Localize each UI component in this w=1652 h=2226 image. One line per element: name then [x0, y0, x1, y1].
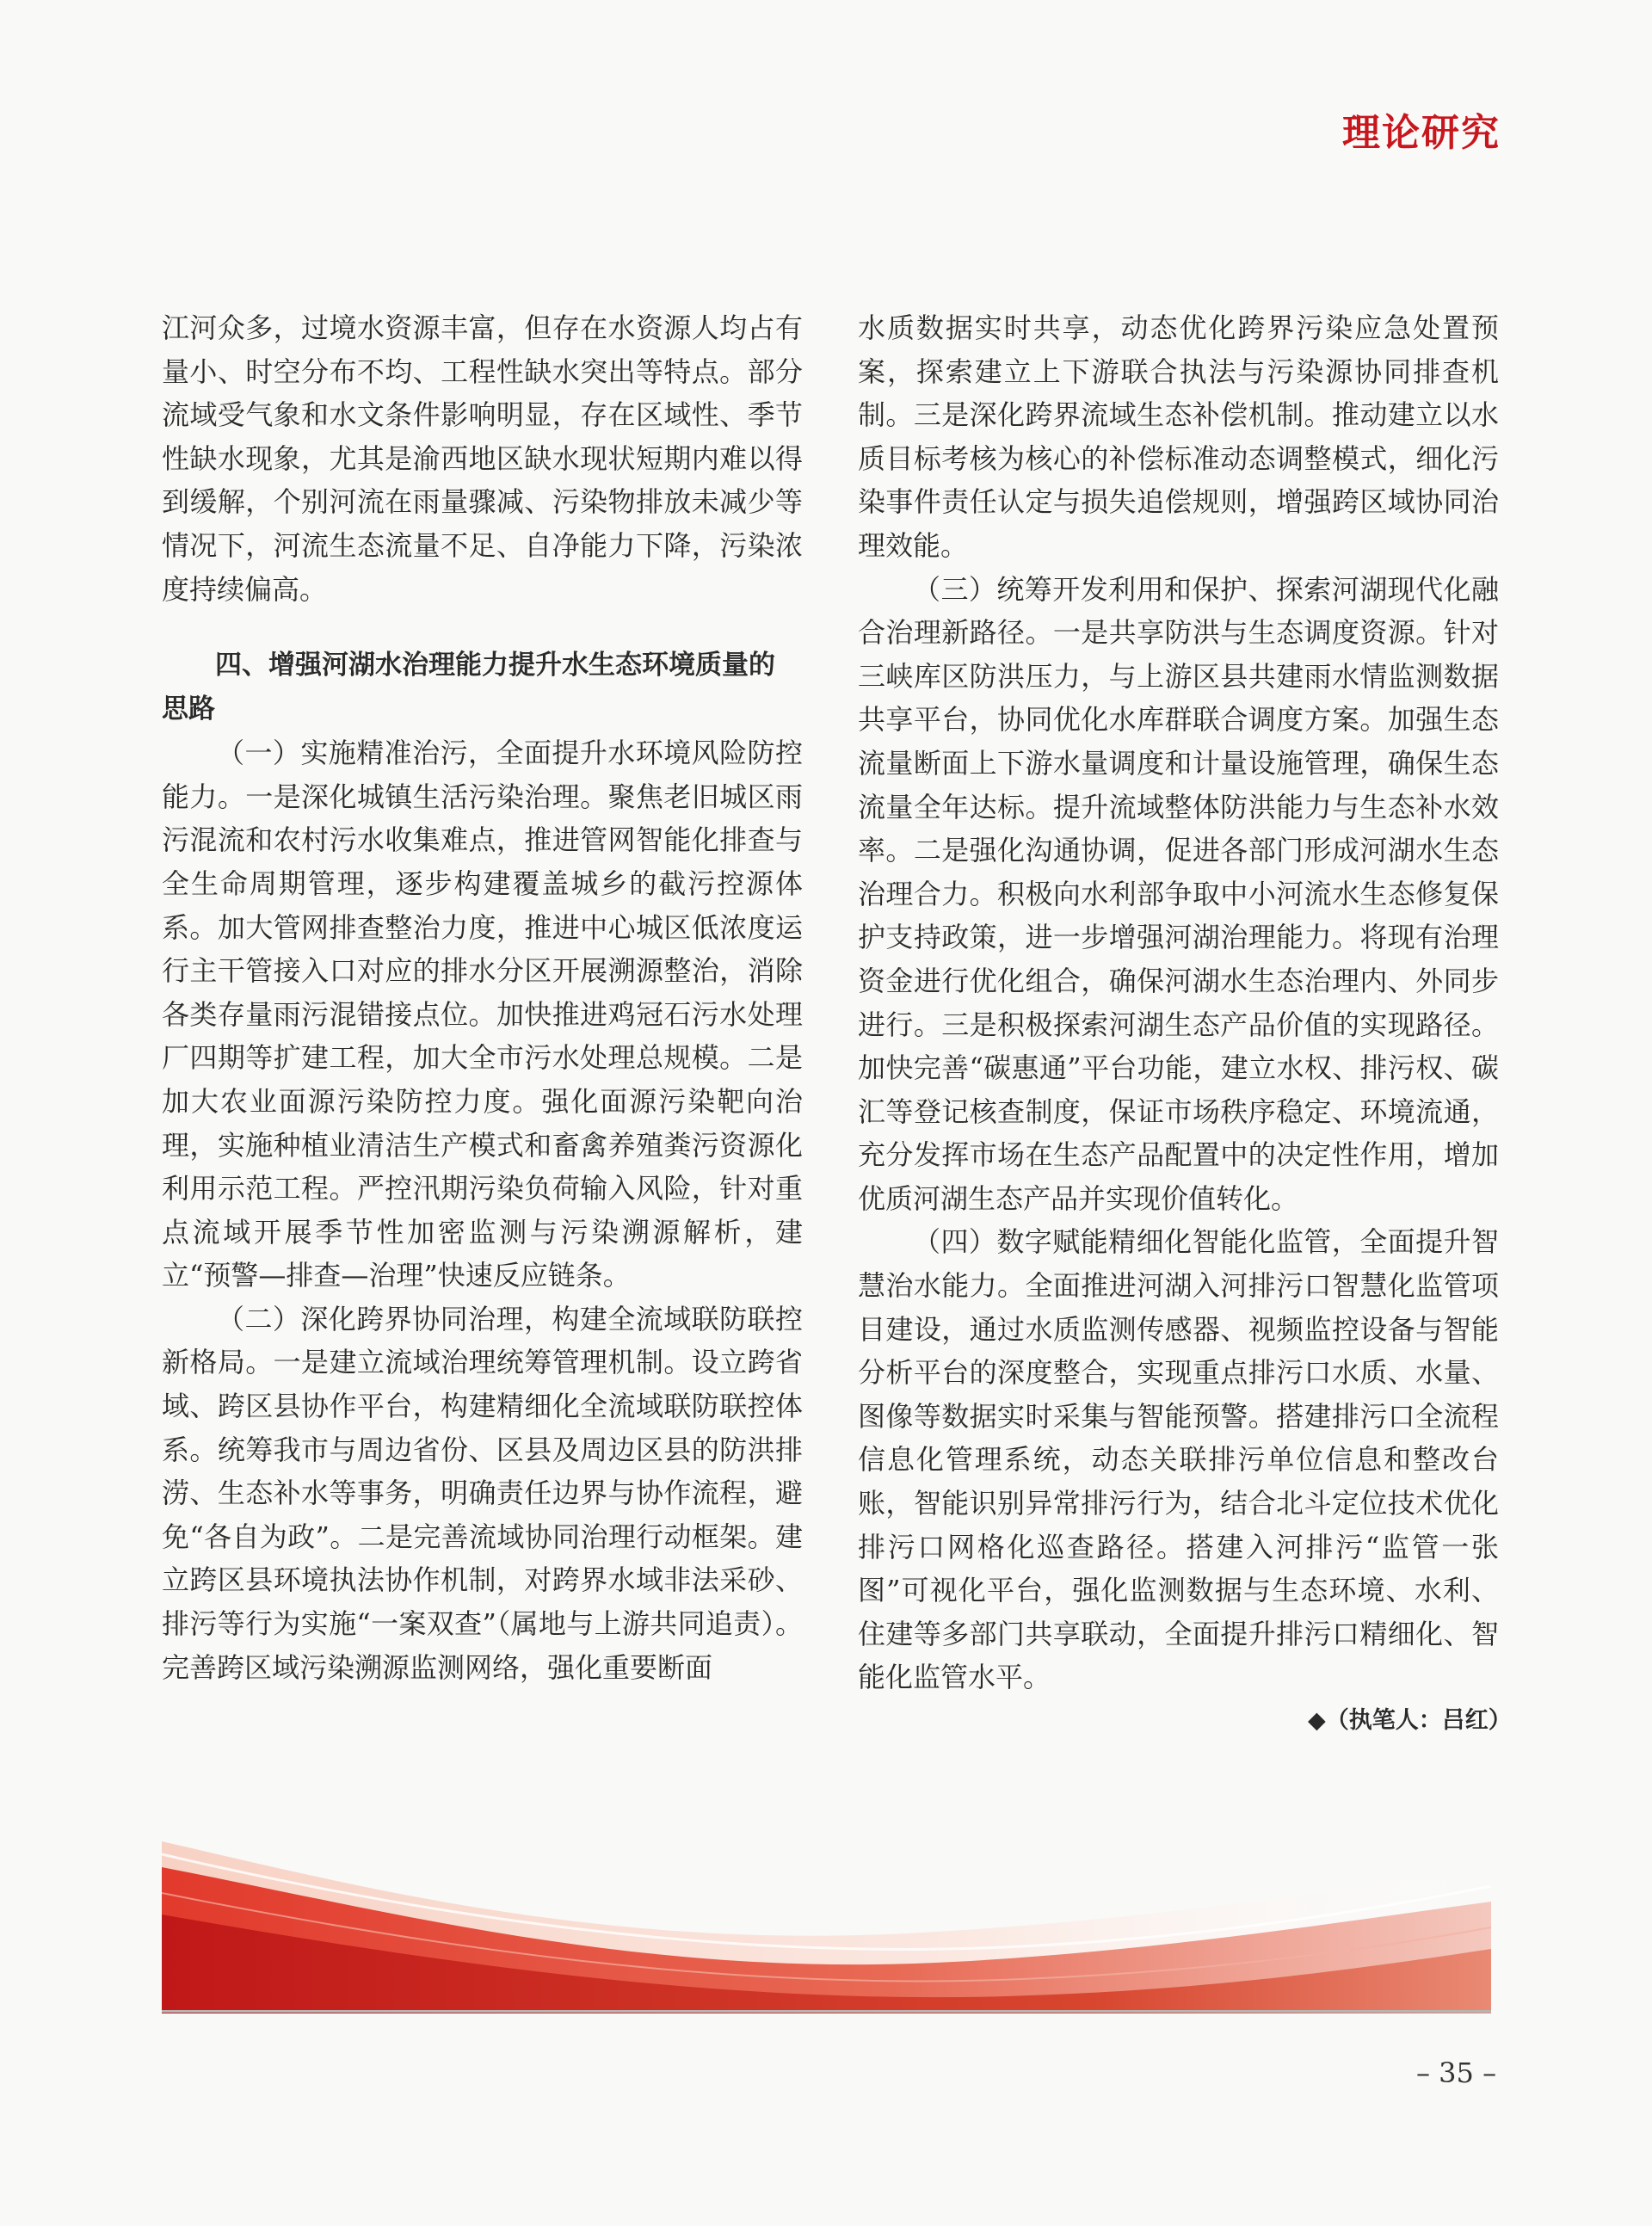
section-heading-line2: 思路	[162, 694, 215, 725]
paragraph-continued-right: 水质数据实时共享，动态优化跨界污染应急处置预案，探索建立上下游联合执法与污染源协同排查机制。三是深化跨界流域生态补偿机制。推动建立以水质目标考核为核心的补偿标准动态调整模式，细化污染事件责任认定与损失追偿规则，增强跨区域协同治理效能。	[858, 311, 1499, 562]
decorative-swoosh-banner	[162, 1833, 1491, 2013]
author-credit: ◆（执笔人：吕红）	[1308, 1707, 1512, 1734]
paragraph-1: （一）实施精准治污，全面提升水环境风险防控能力。一是深化城镇生活污染治理。聚焦老旧城区雨污混流和农村污水收集难点，推进管网智能化排查与全生命周期管理，逐步构建覆盖城乡的截污控源体系。加大管网排查整治力度，推进中心城区低浓度运行主干管接入口对应的排水分区开展溯源整治，消除各类存量雨污混错接点位。加快推进鸡冠石污水处理厂四期等扩建工程，加大全市污水处理总规模。二是加大农业面源污染防控力度。强化面源污染靶向治理，实施种植业清洁生产模式和畜禽养殖粪污资源化利用示范工程。严控汛期污染负荷输入风险，针对重点流域开展季节性加密监测与污染溯源解析，建立“预警—排查—治理”快速反应链条。	[162, 737, 803, 1292]
paragraph-2: （二）深化跨界协同治理，构建全流域联防联控新格局。一是建立流域治理统筹管理机制。设立跨省域、跨区县协作平台，构建精细化全流域联防联控体系。统筹我市与周边省份、区县及周边区县的防洪排涝、生态补水等事务，明确责任边界与协作流程，避免“各自为政”。二是完善流域协同治理行动框架。建立跨区县环境执法协作机制，对跨界水域非法采砂、排污等行为实施“一案双查”（属地与上游共同追责）。完善跨区域污染溯源监测网络，强化重要断面	[162, 1302, 803, 1684]
paragraph-continued-left: 江河众多，过境水资源丰富，但存在水资源人均占有量小、时空分布不均、工程性缺水突出等特点。部分流域受气象和水文条件影响明显，存在区域性、季节性缺水现象，尤其是渝西地区缺水现状短期内难以得到缓解，个别河流在雨量骤减、污染物排放未减少等情况下，河流生态流量不足、自净能力下降，污染浓度持续偏高。	[162, 311, 803, 606]
left-column	[162, 306, 803, 1689]
section-heading-line1: 四、增强河湖水治理能力提升水生态环境质量的	[215, 650, 775, 681]
paragraph-4: （四）数字赋能精细化智能化监管，全面提升智慧治水能力。全面推进河湖入河排污口智慧化监管项目建设，通过水质监测传感器、视频监控设备与智能分析平台的深度整合，实现重点排污口水质、水量、图像等数据实时采集与智能预警。搭建排污口全流程信息化管理系统，动态关联排污单位信息和整改台账，智能识别异常排污行为，结合北斗定位技术优化排污口网格化巡查路径。搭建入河排污“监管一张图”可视化平台，强化监测数据与生态环境、水利、住建等多部门共享联动，全面提升排污口精细化、智能化监管水平。	[858, 1225, 1499, 1694]
section-heading	[162, 644, 803, 731]
page-number: – 35 –	[1416, 2056, 1497, 2089]
right-column	[858, 306, 1499, 1699]
paragraph-3: （三）统筹开发利用和保护、探索河湖现代化融合治理新路径。一是共享防洪与生态调度资源。针对三峡库区防洪压力，与上游区县共建雨水情监测数据共享平台，协同优化水库群联合调度方案。加强生态流量断面上下游水量调度和计量设施管理，确保生态流量全年达标。提升流域整体防洪能力与生态补水效率。二是强化沟通协调，促进各部门形成河湖水生态治理合力。积极向水利部争取中小河流水生态修复保护支持政策，进一步增强河湖治理能力。将现有治理资金进行优化组合，确保河湖水生态治理内、外同步进行。三是积极探索河湖生态产品价值的实现路径。加快完善“碳惠通”平台功能，建立水权、排污权、碳汇等登记核查制度，保证市场秩序稳定、环境流通，充分发挥市场在生态产品配置中的决定性作用，增加优质河湖生态产品并实现价值转化。	[858, 572, 1499, 1215]
section-title: 理论研究	[1342, 111, 1501, 155]
